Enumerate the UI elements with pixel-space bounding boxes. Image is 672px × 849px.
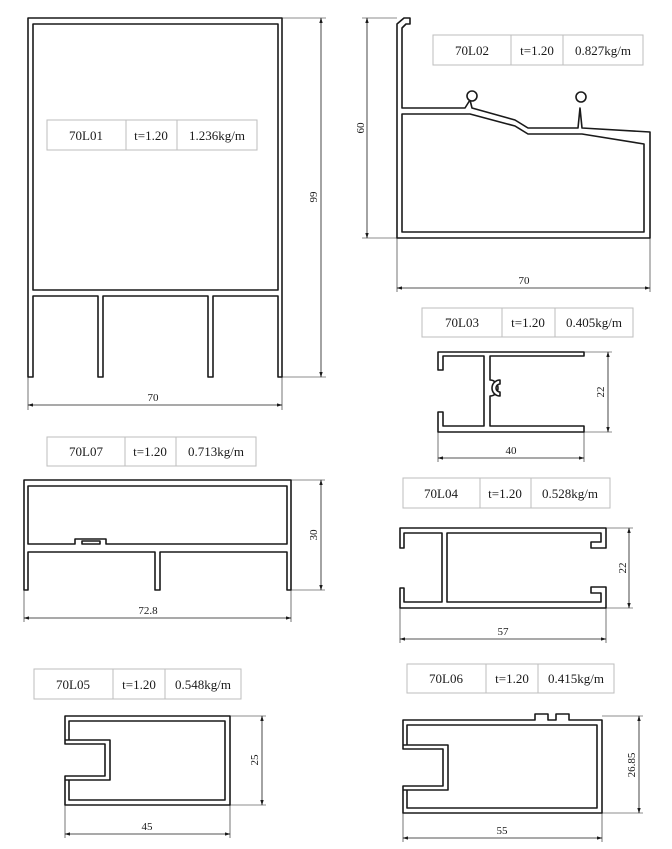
profile-70L04-thickness: t=1.20 (488, 486, 522, 501)
profile-70L03 (422, 308, 633, 462)
profile-70L02-width: 70 (518, 275, 530, 287)
profile-70L04-weight: 0.528kg/m (542, 486, 598, 501)
profile-70L06-weight: 0.415kg/m (548, 671, 604, 686)
profile-70L01-code: 70L01 (69, 128, 103, 143)
profile-70L07-weight: 0.713kg/m (188, 444, 244, 459)
profile-70L07 (24, 437, 325, 622)
profile-70L03-section (438, 352, 584, 432)
profile-70L06 (403, 664, 643, 842)
profile-70L05-height: 25 (249, 754, 261, 766)
profile-70L01-height: 99 (308, 191, 320, 203)
profile-70L02-height: 60 (355, 122, 367, 134)
profile-70L05-code: 70L05 (56, 677, 90, 692)
profile-70L07-thickness: t=1.20 (133, 444, 167, 459)
profile-70L01-weight: 1.236kg/m (189, 128, 245, 143)
profile-70L02-weight: 0.827kg/m (575, 43, 631, 58)
profile-70L01 (28, 18, 326, 410)
profile-70L05-weight: 0.548kg/m (175, 677, 231, 692)
profile-70L04-section (400, 528, 606, 608)
profile-70L04-width: 57 (497, 626, 509, 638)
profile-70L07-code: 70L07 (69, 444, 103, 459)
profile-70L03-width: 40 (505, 445, 517, 457)
profile-70L07-height: 30 (308, 529, 320, 541)
profile-70L07-width: 72.8 (138, 605, 158, 617)
profile-70L06-code: 70L06 (429, 671, 463, 686)
profile-70L04-code: 70L04 (424, 486, 458, 501)
profile-70L04-height: 22 (617, 562, 629, 574)
profile-70L05-section (65, 716, 230, 805)
profile-70L05-width: 45 (141, 821, 153, 833)
profile-70L07-section (24, 480, 291, 590)
profile-70L02-thickness: t=1.20 (520, 43, 554, 58)
profile-70L05 (34, 669, 266, 838)
profile-70L06-height: 26.85 (626, 752, 638, 778)
profile-70L03-height: 22 (595, 386, 607, 398)
profile-70L05-thickness: t=1.20 (122, 677, 156, 692)
profile-70L03-thickness: t=1.20 (511, 315, 545, 330)
profile-70L01-width: 70 (147, 392, 159, 404)
profile-70L01-thickness: t=1.20 (134, 128, 168, 143)
profile-70L06-width: 55 (496, 825, 508, 837)
profile-70L03-code: 70L03 (445, 315, 479, 330)
profile-70L02 (355, 18, 650, 292)
profile-70L04 (400, 478, 633, 643)
profile-70L06-section (403, 714, 602, 813)
profile-70L06-thickness: t=1.20 (495, 671, 529, 686)
profile-70L02-code: 70L02 (455, 43, 489, 58)
profile-70L01-section (28, 18, 282, 377)
profile-70L03-weight: 0.405kg/m (566, 315, 622, 330)
